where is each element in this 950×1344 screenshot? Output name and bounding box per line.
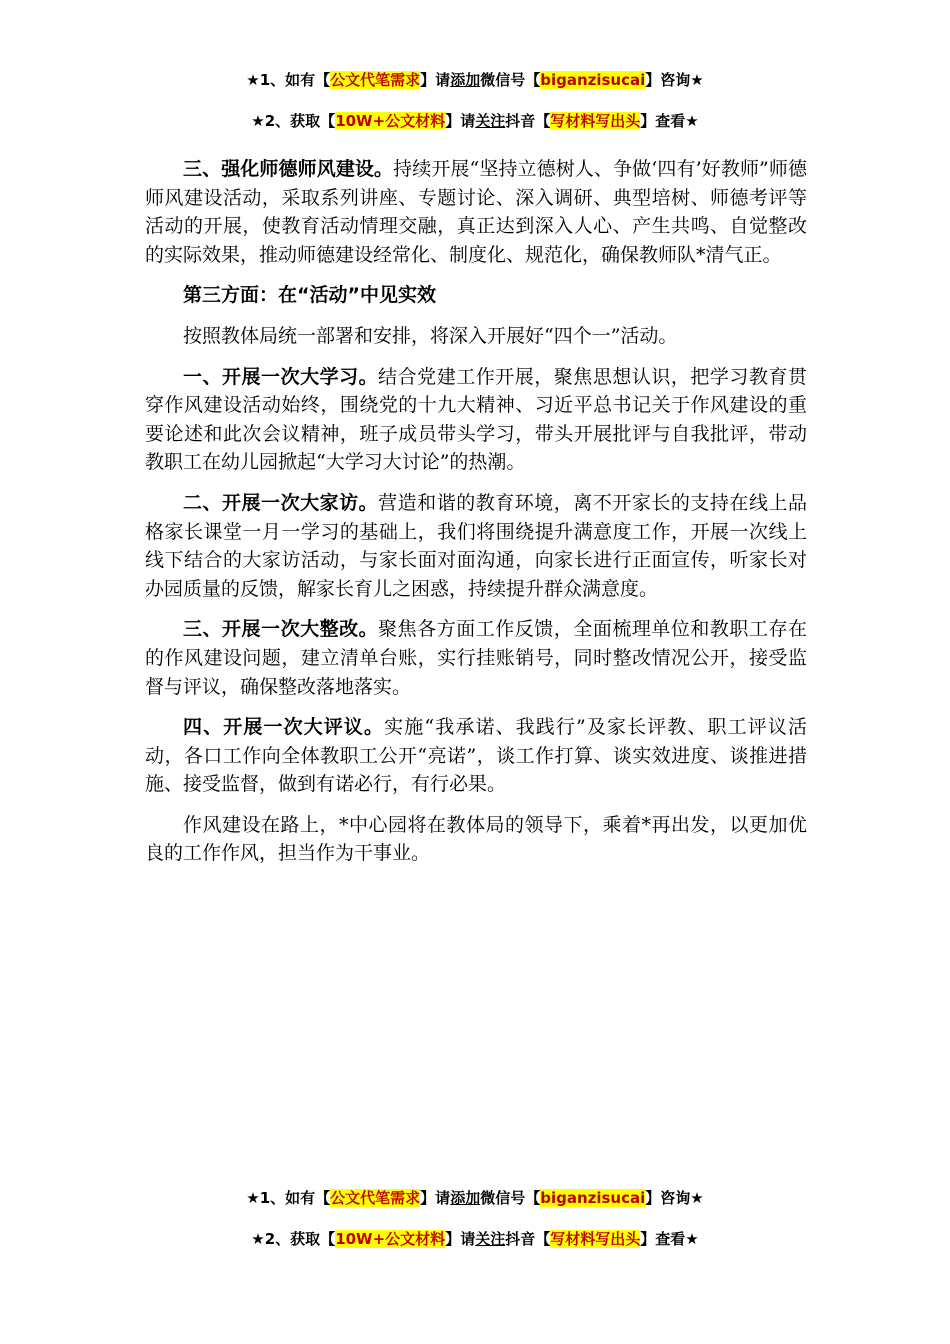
paragraph-teacher-ethics: 三、强化师德师风建设。持续开展“坚持立德树人、争做‘四有’好教师”师德师风建设活动，采取系列讲座、专题讨论、深入调研、典型培树、师德考评等活动的开展，使教育活动情理交融，真正达到深入人心、产生共鸣、自觉整改的实际效果，推动师德建设经常化、制度化、规范化，确保教师队*清气正。 (145, 158, 807, 266)
paragraph-closing: 作风建设在路上，*中心园将在教体局的领导下，乘着*再出发，以更加优良的工作作风，担当作为干事业。 (145, 813, 807, 865)
document-body (145, 155, 807, 880)
section-heading: 第三方面：在“活动”中见实效 (183, 284, 436, 307)
paragraph-home-visit: 二、开展一次大家访。营造和谐的教育环境，离不开家长的支持在线上品格家长课堂一月一学习的基础上，我们将围绕提升满意度工作，开展一次线上线下结合的大家访活动，与家长面对面沟通，向家长进行正面宣传，听家长对办园质量的反馈，解家长育儿之困惑，持续提升群众满意度。 (145, 491, 807, 600)
promo-line-1-top: ★1、如有【公文代笔需求】请添加微信号【biganzisucai】咨询★ (246, 71, 704, 89)
promo-line-2-top: ★2、获取【10W+公文材料】请关注抖音【写材料写出头】查看★ (251, 112, 699, 130)
paragraph-intro: 按照教体局统一部署和安排，将深入开展好“四个一”活动。 (183, 324, 678, 347)
promo-line-1-bottom: ★1、如有【公文代笔需求】请添加微信号【biganzisucai】咨询★ (246, 1189, 704, 1207)
paragraph-evaluation: 四、开展一次大评议。实施“我承诺、我践行”及家长评教、职工评议活动，各口工作向全体教职工公开“亮诺”，谈工作打算、谈实效进度、谈推进措施、接受监督，做到有诺必行，有行必果。 (145, 716, 807, 796)
promo-line-2-bottom: ★2、获取【10W+公文材料】请关注抖音【写材料写出头】查看★ (251, 1230, 699, 1248)
paragraph-study: 一、开展一次大学习。结合党建工作开展，聚焦思想认识，把学习教育贯穿作风建设活动始终，围绕党的十九大精神、习近平总书记关于作风建设的重要论述和此次会议精神，班子成员带头学习，带头开展批评与自我批评，带动教职工在幼儿园掀起“大学习大讨论”的热潮。 (145, 365, 807, 474)
paragraph-rectification: 三、开展一次大整改。聚焦各方面工作反馈，全面梳理单位和教职工存在的作风建设问题，建立清单台账，实行挂账销号，同时整改情况公开，接受监督与评议，确保整改落地落实。 (145, 618, 807, 698)
